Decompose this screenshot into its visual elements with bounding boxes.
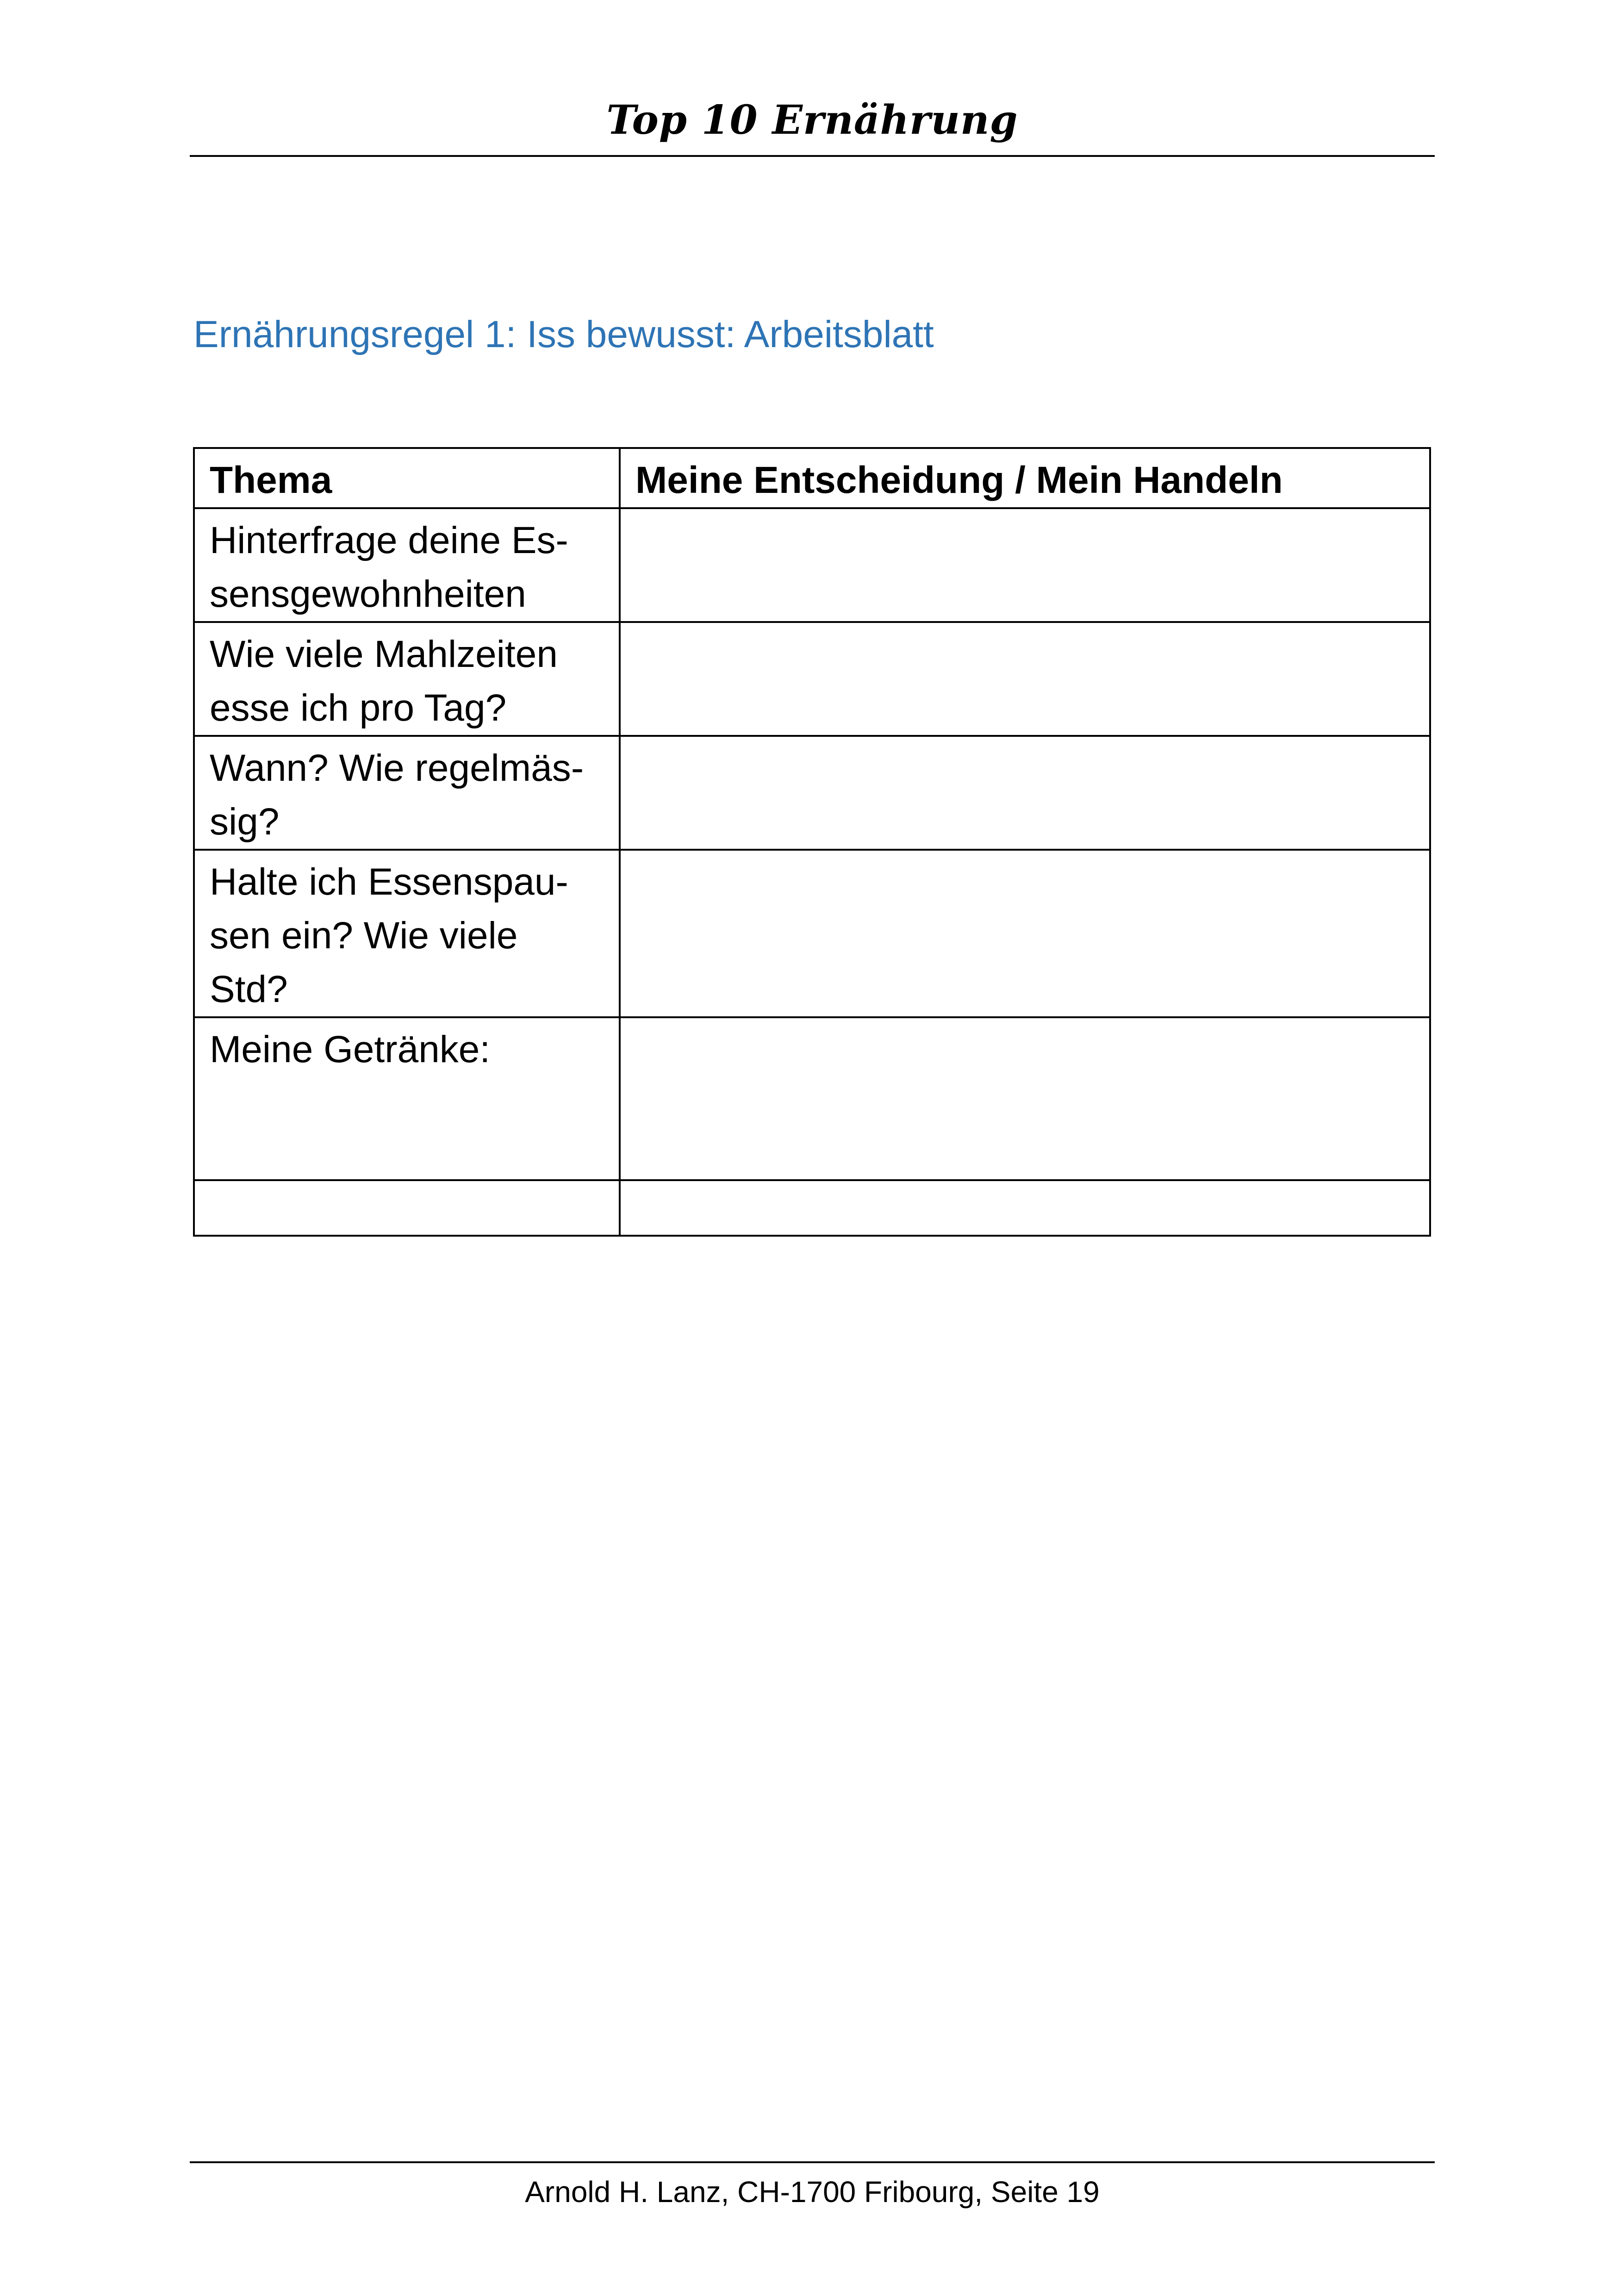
thema-cell[interactable] [194, 1180, 620, 1236]
table-row [194, 1017, 1430, 1180]
document-title: Top 10 Ernährung [606, 97, 1018, 143]
thema-cell: Wie viele Mahlzeiten esse ich pro Tag? [194, 622, 620, 736]
table-header-row [194, 448, 1430, 508]
table-row [194, 736, 1430, 850]
page-header [190, 95, 1435, 157]
thema-cell: Hinterfrage deine Essensgewohnheiten [194, 508, 620, 622]
table-row [194, 622, 1430, 736]
footer-text: Arnold H. Lanz, CH-1700 Fribourg, Seite 19 [525, 2175, 1100, 2209]
page-footer [190, 2161, 1435, 2215]
table-row [194, 1180, 1430, 1236]
handeln-cell[interactable] [620, 622, 1430, 736]
table-row [194, 850, 1430, 1017]
handeln-cell[interactable] [620, 1017, 1430, 1180]
thema-cell: Meine Getränke: [194, 1017, 620, 1180]
handeln-cell[interactable] [620, 508, 1430, 622]
column-header-handeln: Meine Entscheidung / Mein Handeln [620, 448, 1430, 508]
handeln-cell[interactable] [620, 736, 1430, 850]
table-row [194, 508, 1430, 622]
handeln-cell[interactable] [620, 1180, 1430, 1236]
section-heading: Ernährungsregel 1: Iss bewusst: Arbeitsblatt [193, 313, 934, 355]
worksheet-table [193, 447, 1431, 1237]
thema-cell: Wann? Wie regelmässig? [194, 736, 620, 850]
handeln-cell[interactable] [620, 850, 1430, 1017]
thema-cell: Halte ich Essenspausen ein? Wie viele Std? [194, 850, 620, 1017]
column-header-thema: Thema [194, 448, 620, 508]
